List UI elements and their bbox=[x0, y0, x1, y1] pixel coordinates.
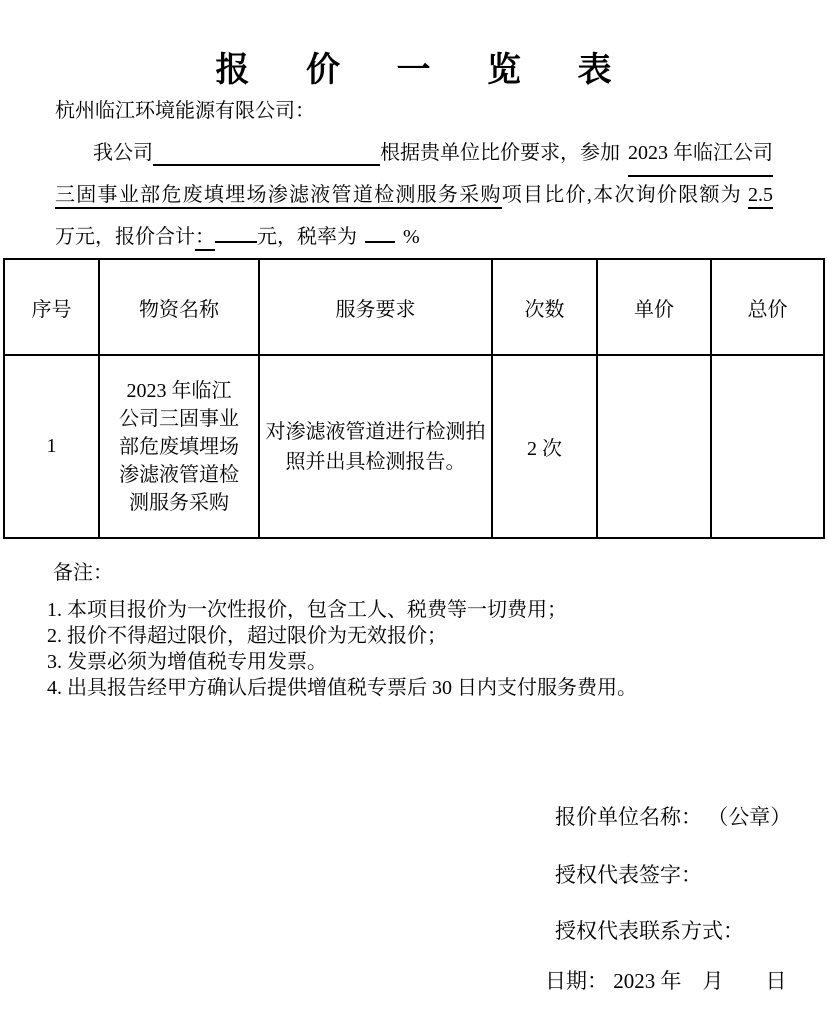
cell-count: 2 次 bbox=[492, 355, 597, 538]
intro-mid-text: 项目比价,本次询价限额为 bbox=[501, 184, 743, 206]
header-service-requirement: 服务要求 bbox=[259, 259, 492, 355]
intro-total-label: 万元，报价合计 bbox=[55, 226, 195, 248]
remarks-label: 备注： bbox=[53, 562, 113, 584]
remark-item-4: 4. 出具报告经甲方确认后提供增值税专票后 30 日内支付服务费用。 bbox=[47, 677, 637, 699]
table-row bbox=[4, 355, 824, 538]
blank-total-price-field bbox=[215, 217, 257, 243]
header-total-price: 总价 bbox=[711, 259, 824, 355]
cell-total-price bbox=[711, 355, 824, 538]
signature-date-line: 日期： 2023 年 月 日 bbox=[545, 969, 787, 993]
intro-underlined-year-company: 2023 年临江公司 bbox=[628, 132, 773, 177]
intro-total-colon: ： bbox=[195, 226, 215, 251]
cell-unit-price bbox=[597, 355, 711, 538]
header-count: 次数 bbox=[492, 259, 597, 355]
intro-line-1 bbox=[55, 132, 773, 174]
page-title: 报 价 一 览 表 bbox=[215, 52, 636, 89]
signature-contact-label: 授权代表联系方式： bbox=[555, 919, 744, 943]
intro-line-2 bbox=[55, 174, 773, 216]
intro-paragraph bbox=[55, 132, 773, 258]
cell-service-requirement: 对渗滤液管道进行检测拍照并出具检测报告。 bbox=[259, 355, 492, 538]
intro-underlined-limit-amount: 2.5 bbox=[748, 184, 773, 209]
cell-seq: 1 bbox=[4, 355, 99, 538]
header-material-name: 物资名称 bbox=[99, 259, 259, 355]
signature-representative-label: 授权代表签字： bbox=[555, 863, 702, 887]
intro-after-blank: 根据贵单位比价要求，参加 bbox=[380, 142, 620, 164]
cell-material-name: 2023 年临江公司三固事业部危废填埋场渗滤液管道检测服务采购 bbox=[99, 355, 259, 538]
remark-item-2: 2. 报价不得超过限价，超过限价为无效报价； bbox=[47, 625, 447, 647]
header-unit-price: 单价 bbox=[597, 259, 711, 355]
addressee-line: 杭州临江环境能源有限公司： bbox=[55, 100, 315, 122]
signature-company-label: 报价单位名称： （公章） bbox=[555, 805, 792, 829]
header-seq: 序号 bbox=[4, 259, 99, 355]
remark-item-1: 1. 本项目报价为一次性报价，包含工人、税费等一切费用； bbox=[47, 599, 567, 621]
remarks-list bbox=[47, 597, 637, 701]
blank-tax-rate-field bbox=[365, 217, 395, 243]
quotation-table bbox=[3, 258, 825, 539]
intro-we-company: 我公司 bbox=[93, 142, 153, 164]
remarks-section bbox=[47, 556, 637, 701]
intro-underlined-project: 三固事业部危废填埋场渗滤液管道检测服务采购 bbox=[55, 184, 502, 209]
intro-tax-label: 元，税率为 bbox=[257, 226, 357, 248]
blank-company-name-field bbox=[153, 164, 380, 166]
table-header-row bbox=[4, 259, 824, 355]
remark-item-3: 3. 发票必须为增值税专用发票。 bbox=[47, 651, 327, 673]
intro-percent-sign: % bbox=[403, 226, 420, 248]
intro-line-3 bbox=[55, 216, 773, 258]
